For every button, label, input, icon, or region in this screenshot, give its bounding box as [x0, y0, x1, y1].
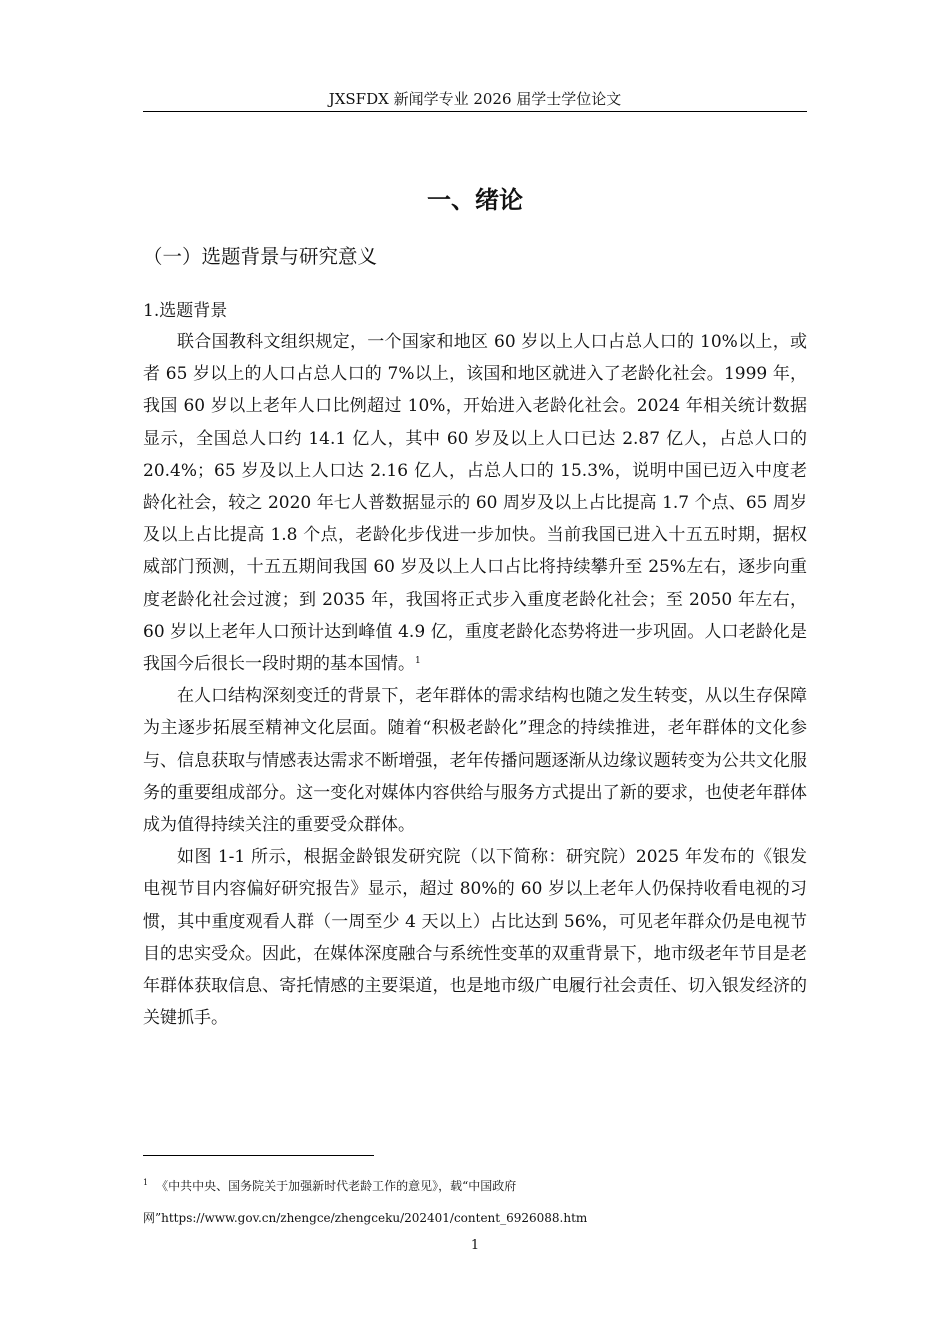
footnote-reference[interactable]: 1: [415, 656, 421, 667]
footnote-separator: [143, 1155, 374, 1156]
footnote-line-1: [143, 1173, 807, 1196]
running-header: JXSFDX 新闻学专业 2026 届学士学位论文: [328, 90, 622, 108]
footnote: [143, 1173, 807, 1228]
chapter-title: 一、绪论: [427, 186, 523, 214]
paragraph-1-text: 联合国教科文组织规定，一个国家和地区 60 岁以上人口占总人口的 10%以上，或者 65 岁以上的人口占总人口的 7%以上，该国和地区就进入了老龄化社会。1999 年，我国 60 岁以上老年人口比例超过 10%，开始进入老龄化社会。2024 年相关统计数据显示，全国总人口约 14.1 亿人，其中 60 岁及以上人口已达 2.87 亿人，占总人口的 20.4%；65 岁及以上人口达 2.16 亿人，占总人口的 15.3%，说明中国已迈入中度老龄化社会，较之 2020 年七人普数据显示的 60 周岁及以上占比提高 1.7 个点、65 周岁及以上占比提高 1.8 个点，老龄化步伐进一步加快。当前我国已进入十五五时期，据权威部门预测，十五五期间我国 60 岁及以上人口占比将持续攀升至 25%左右，逐步向重度老龄化社会过渡；到 2035 年，我国将正式步入重度老龄化社会；至 2050 年左右，60 岁以上老年人口预计达到峰值 4.9 亿，重度老龄化态势将进一步巩固。人口老龄化是我国今后很长一段时期的基本国情。: [143, 332, 807, 675]
body-text: [143, 326, 807, 1034]
subsection-title: 1.选题背景: [143, 301, 228, 321]
footnote-line-2: 网”https://www.gov.cn/zhengce/zhengceku/202401/content_6926088.htm: [143, 1211, 588, 1225]
header-rule: [143, 111, 807, 112]
footnote-marker: 1: [143, 1178, 149, 1187]
paragraph-2: 在人口结构深刻变迁的背景下，老年群体的需求结构也随之发生转变，从以生存保障为主逐步拓展至精神文化层面。随着“积极老龄化”理念的持续推进，老年群体的文化参与、信息获取与情感表达需求不断增强，老年传播问题逐渐从边缘议题转变为公共文化服务的重要组成部分。这一变化对媒体内容供给与服务方式提出了新的要求，也使老年群体成为值得持续关注的重要受众群体。: [143, 686, 807, 836]
footnote-text-1: 《中共中央、国务院关于加强新时代老龄工作的意见》，载“中国政府: [156, 1179, 517, 1193]
paragraph-3: 如图 1-1 所示，根据金龄银发研究院（以下简称：研究院）2025 年发布的《银发电视节目内容偏好研究报告》显示，超过 80%的 60 岁以上老年人仍保持收看电视的习惯，其中重度观看人群（一周至少 4 天以上）占比达到 56%，可见老年群众仍是电视节目的忠实受众。因此，在媒体深度融合与系统性变革的双重背景下，地市级老年节目是老年群体获取信息、寄托情感的主要渠道，也是地市级广电履行社会责任、切入银发经济的关键抓手。: [143, 847, 807, 1029]
section-title: （一）选题背景与研究意义: [143, 245, 378, 268]
paragraph-1: [143, 326, 807, 680]
page-number: 1: [470, 1238, 480, 1253]
